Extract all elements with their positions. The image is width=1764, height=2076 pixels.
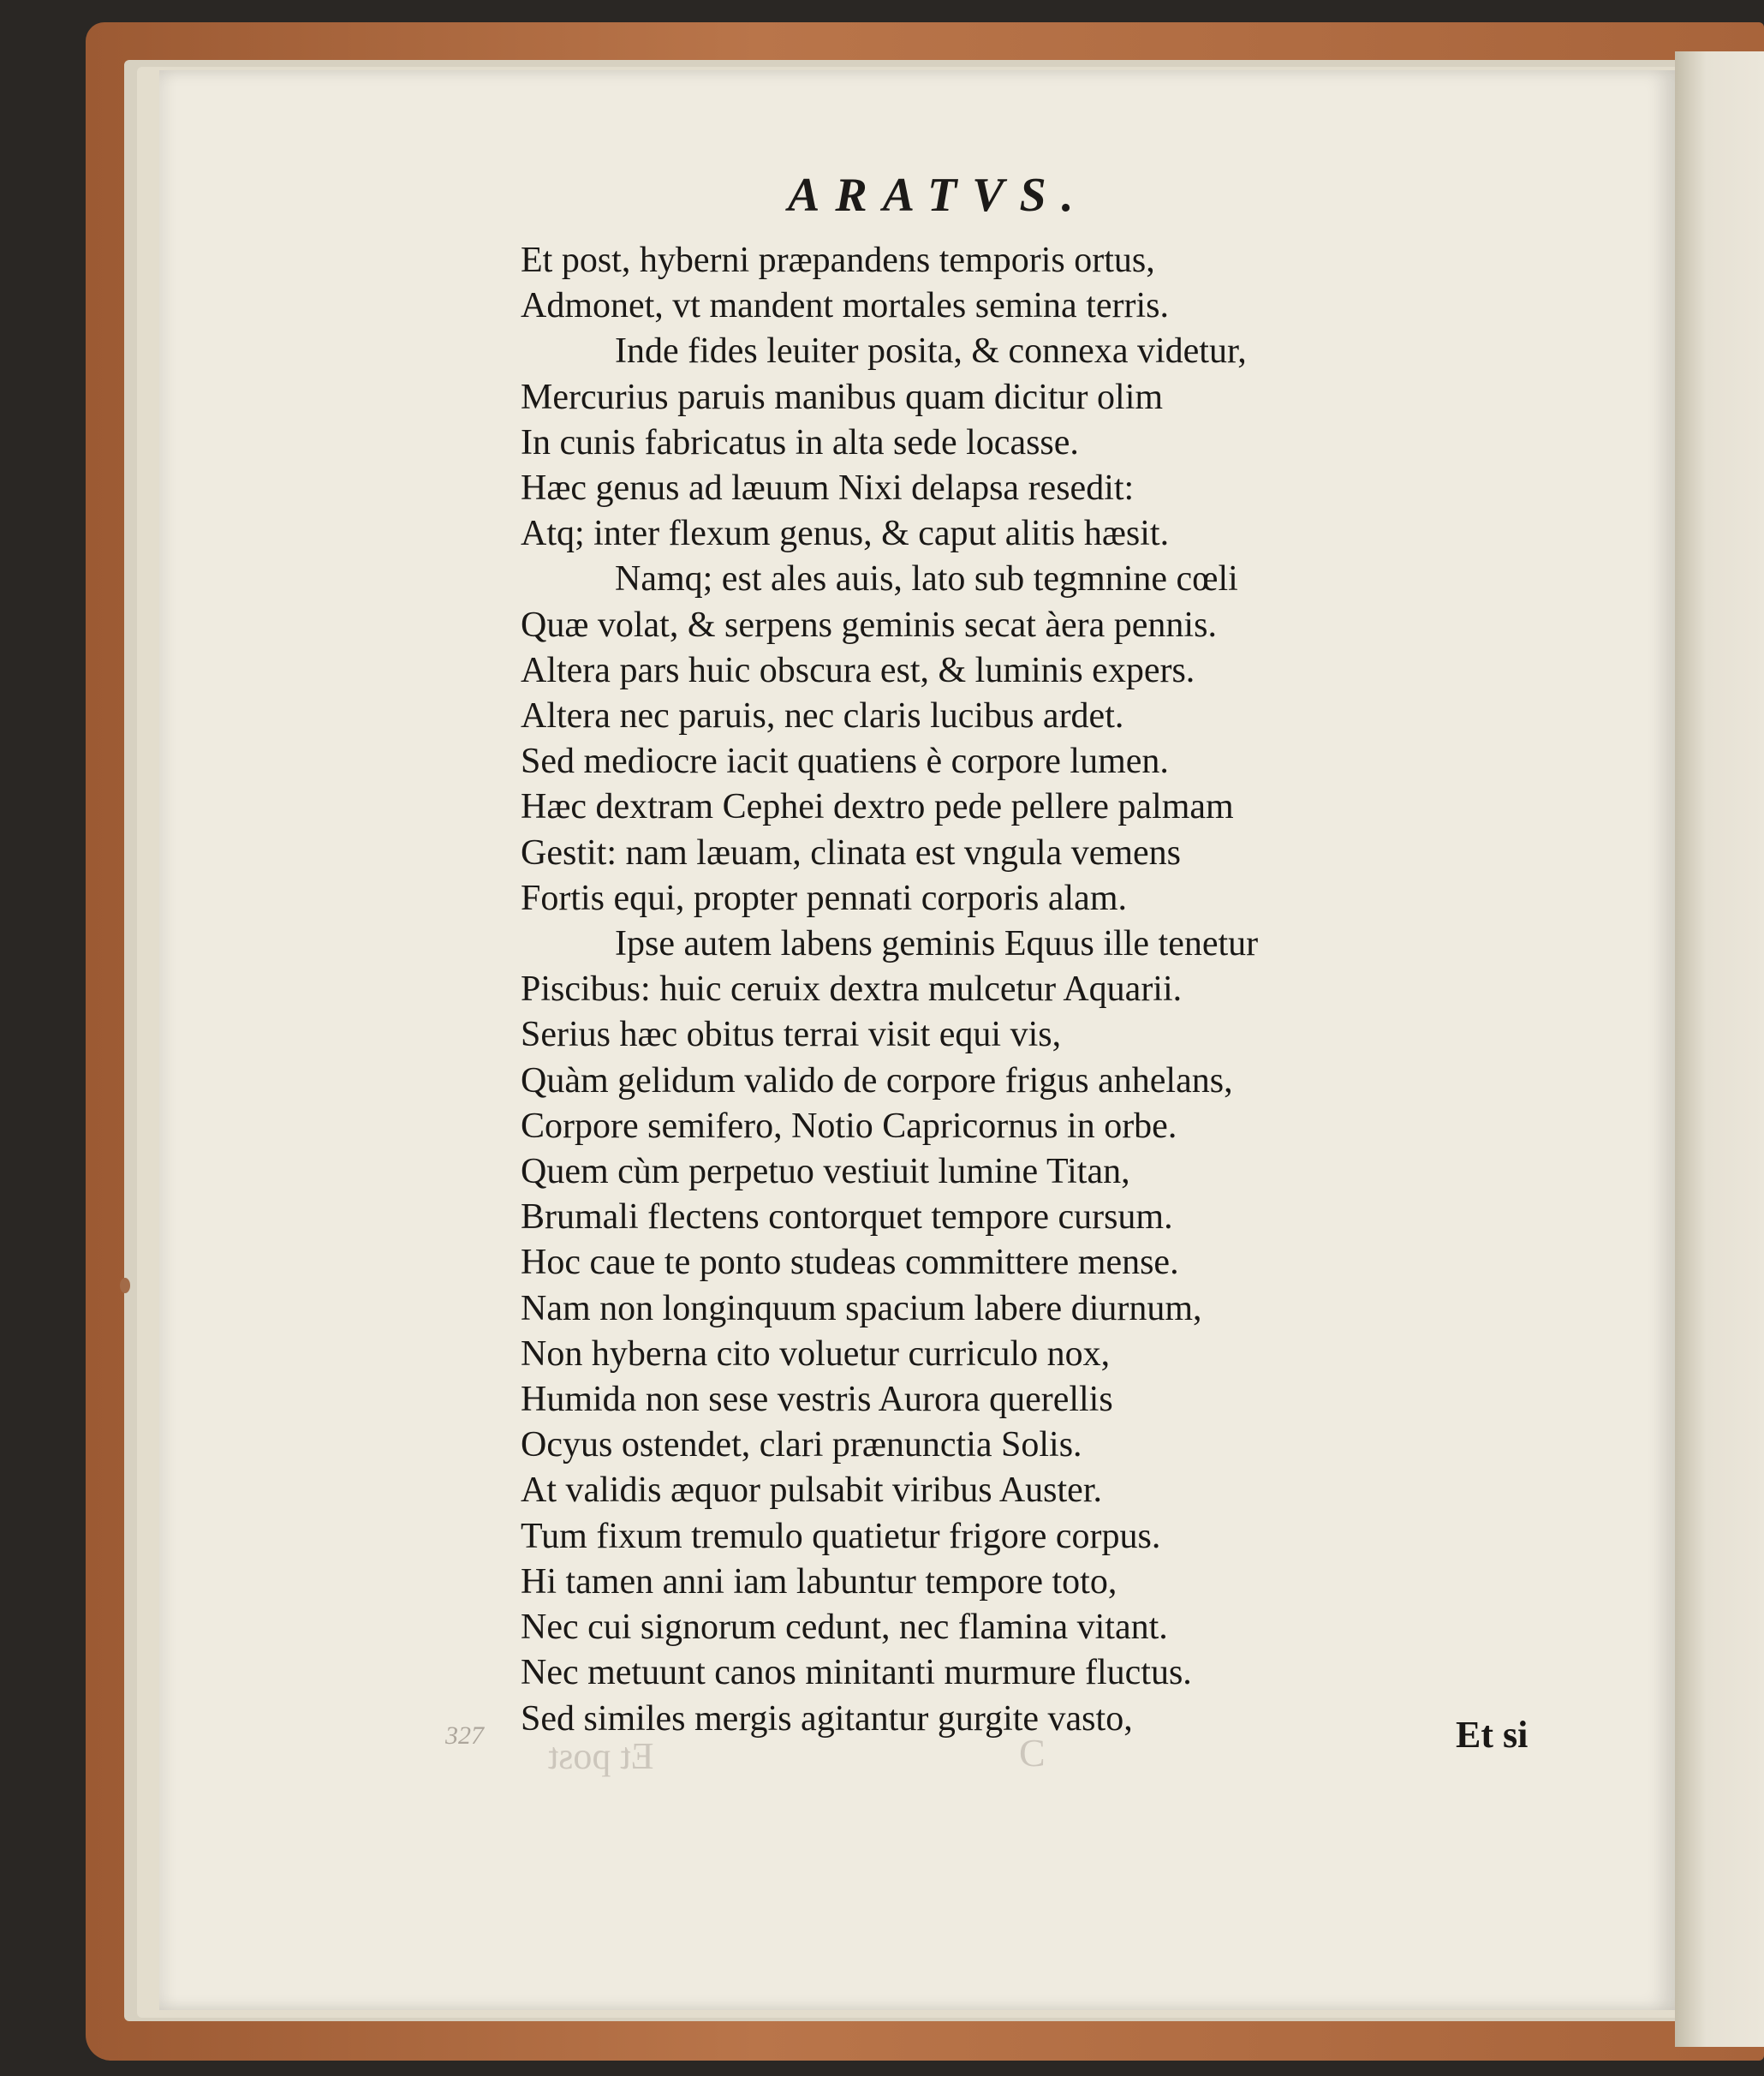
pencil-mark: 327 — [445, 1721, 484, 1750]
verse-line: Mercurius paruis manibus quam dicitur olim — [521, 377, 1164, 417]
verse-line: Altera pars huic obscura est, & luminis expers. — [521, 650, 1195, 690]
verse-line: Humida non sese vestris Aurora querellis — [521, 1380, 1113, 1420]
verse-line: Nec metuunt canos minitanti murmure fluctus. — [521, 1653, 1192, 1693]
verse-line: Sed similes mergis agitantur gurgite vasto, — [521, 1698, 1133, 1739]
verse-line: Nec cui signorum cedunt, nec flamina vitant. — [521, 1608, 1168, 1648]
signature-mark: C — [1019, 1731, 1046, 1775]
verse-line: Corpore semifero, Notio Capricornus in orbe. — [521, 1106, 1177, 1146]
verse-line: Quàm gelidum valido de corpore frigus anhelans, — [521, 1060, 1233, 1101]
verse-line: Sed mediocre iacit quatiens è corpore lumen. — [521, 742, 1169, 782]
verse-line: Hæc dextram Cephei dextro pede pellere palmam — [521, 787, 1234, 827]
verse-line: Hoc caue te ponto studeas committere mense. — [521, 1243, 1179, 1283]
verse-line: In cunis fabricatus in alta sede locasse. — [521, 422, 1079, 462]
verse-line: Serius hæc obitus terrai visit equi vis, — [521, 1015, 1062, 1055]
verse-line: Namq; est ales auis, lato sub tegmnine cœli — [615, 559, 1238, 600]
verse-line: Inde fides leuiter posita, & connexa videtur, — [615, 331, 1247, 372]
verse-line: Et post, hyberni præpandens temporis ortus, — [521, 241, 1155, 280]
verse-line: Fortis equi, propter pennati corporis alam. — [521, 878, 1127, 918]
verse-line: Non hyberna cito voluetur curriculo nox, — [521, 1333, 1111, 1374]
running-head: ARATVS. — [788, 169, 1089, 222]
show-through-text: Et post — [548, 1735, 654, 1777]
verse-line: Ipse autem labens geminis Equus ille tenetur — [615, 924, 1259, 964]
verse-line: Tum fixum tremulo quatietur frigore corpus. — [521, 1516, 1161, 1556]
page-speck — [120, 1278, 130, 1293]
verse-line: At validis æquor pulsabit viribus Auster. — [521, 1470, 1102, 1511]
verse-line: Admonet, vt mandent mortales semina terris. — [521, 286, 1169, 326]
verse-line: Atq; inter flexum genus, & caput alitis hæsit. — [521, 514, 1170, 554]
verse-line: Piscibus: huic ceruix dextra mulcetur Aquarii. — [521, 969, 1183, 1010]
verse-line: Hi tamen anni iam labuntur tempore toto, — [521, 1561, 1117, 1602]
verse-line: Nam non longinquum spacium labere diurnum, — [521, 1288, 1202, 1328]
verse-text — [521, 238, 1548, 1742]
catchword: Et si — [1456, 1714, 1529, 1756]
verse-line: Altera nec paruis, nec claris lucibus ardet. — [521, 696, 1124, 737]
verse-line: Gestit: nam læuam, clinata est vngula vemens — [521, 832, 1181, 873]
verse-line: Hæc genus ad læuum Nixi delapsa resedit: — [521, 468, 1135, 509]
verse-line: Ocyus ostendet, clari prænunctia Solis. — [521, 1425, 1082, 1465]
verse-line: Quæ volat, & serpens geminis secat àera pennis. — [521, 605, 1217, 645]
verse-line: Quem cùm perpetuo vestiuit lumine Titan, — [521, 1152, 1130, 1192]
verse-line: Brumali flectens contorquet tempore cursum. — [521, 1197, 1173, 1238]
facing-page-gutter — [1675, 51, 1764, 2047]
